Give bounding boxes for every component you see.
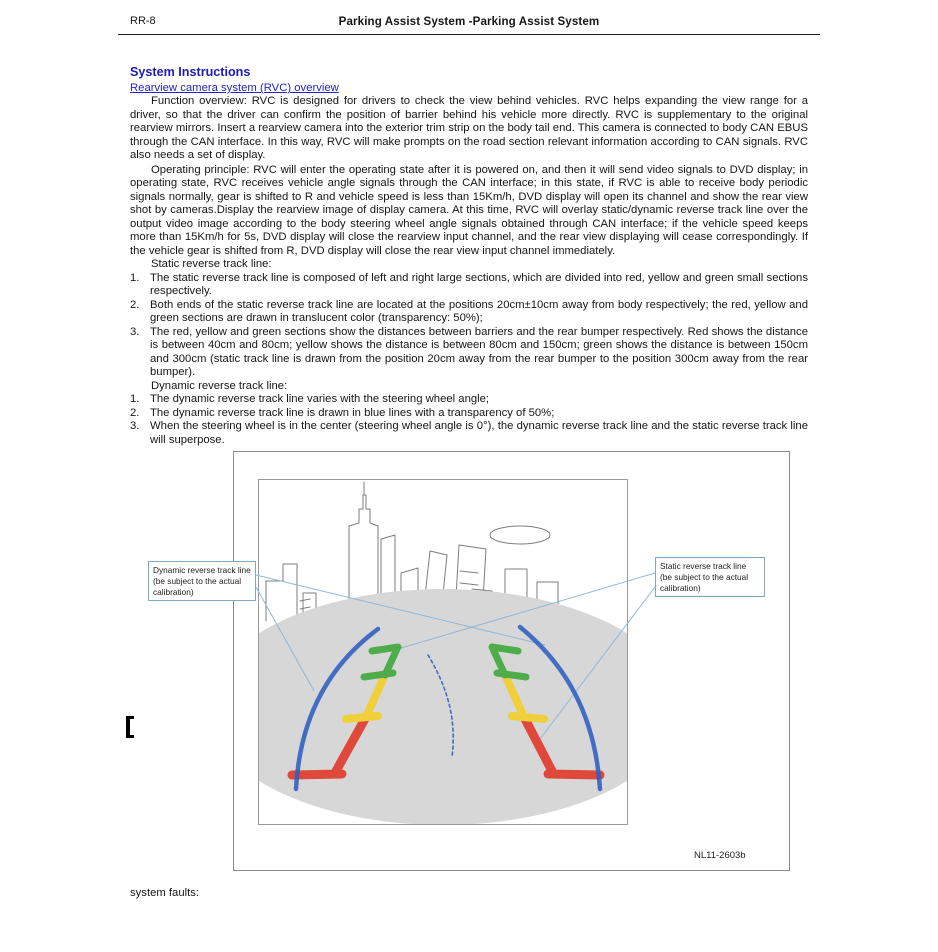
- body-content: [130, 65, 808, 447]
- list-item-text: When the steering wheel is in the center (steering wheel angle is 0°), the dynamic reverse track line and the static reverse track line will superpose.: [150, 420, 808, 446]
- list-item-text: The red, yellow and green sections show the distances between barriers and the rear bumper respectively. Red shows the distance is between 40cm and 80cm; yellow shows the distance is between 80cm and 150cm; green shows the distance is between 150cm and 300cm (static track line is drawn from the position 20cm away from the rear bumper to the position 300cm away from the rear bumper).: [150, 325, 808, 378]
- list-item-number: 2.: [130, 298, 140, 311]
- section-subtitle: Rearview camera system (RVC) overview: [130, 82, 339, 94]
- list-item-number: 2.: [130, 406, 140, 419]
- list-item-text: The dynamic reverse track line is drawn in blue lines with a transparency of 50%;: [150, 406, 555, 419]
- list-item: [130, 407, 808, 421]
- callout-dynamic-track-line: Dynamic reverse track line (be subject to the actual calibration): [148, 561, 256, 601]
- list-item-number: 1.: [130, 271, 140, 284]
- manual-page: [0, 14, 938, 952]
- list-item: [130, 299, 808, 326]
- paragraph-operating-principle: Operating principle: RVC will enter the operating state after it is powered on, and then it will send video signals to DVD display; in operating state, RVC receives vehicle angle signals through the CAN interface; in this state, if RVC is able to receive body periodic signals normally, gear is shifted to R and vehicle speed is less than 15Km/h, DVD display will open its channel and show the rear view shot by cameras.Display the rearview image of display camera. At this time, RVC will overlay static/dynamic reverse track line over the output video image according to the body steering wheel angle signals obtained through CAN interface; if the vehicle speed keeps more than 15Km/h for 5s, DVD display will close the rearview input channel, and the rear view displaying will cease correspondingly. If the vehicle gear is shifted from R, DVD display will close the rear view input channel immediately.: [130, 163, 808, 257]
- list-item-text: Both ends of the static reverse track line are located at the positions 20cm±10cm away from body respectively; the red, yellow and green sections are drawn in translucent color (transparency: 50%);: [150, 298, 808, 324]
- list-item: [130, 420, 808, 447]
- list-item-text: The static reverse track line is composed of left and right large sections, which are divided into red, yellow and green small sections respectively.: [150, 271, 808, 297]
- list-item-number: 1.: [130, 393, 140, 405]
- rvc-figure-art: [0, 451, 938, 877]
- list-item: [130, 272, 808, 299]
- list-item: [130, 326, 808, 380]
- trailing-text: system faults:: [130, 887, 200, 899]
- list-item-number: 3.: [130, 420, 140, 432]
- page-header: [118, 14, 820, 35]
- figure-rvc-diagram: [0, 451, 938, 877]
- list-item-text: The dynamic reverse track line varies with the steering wheel angle;: [150, 393, 490, 405]
- static-track-line-list: [130, 258, 808, 380]
- binding-mark: [126, 716, 134, 738]
- section-title: System Instructions: [130, 65, 251, 79]
- page-number: RR-8: [130, 15, 156, 27]
- static-list-heading: Static reverse track line:: [151, 258, 272, 270]
- dynamic-track-line-list: [130, 380, 808, 448]
- dynamic-list-heading: Dynamic reverse track line:: [151, 379, 288, 392]
- road-surface: [207, 589, 679, 825]
- document-title: Parking Assist System -Parking Assist System: [338, 15, 600, 28]
- list-item-number: 3.: [130, 325, 140, 338]
- callout-static-track-line: Static reverse track line (be subject to the actual calibration): [655, 557, 765, 597]
- list-item: [130, 393, 808, 407]
- paragraph-function-overview: Function overview: RVC is designed for drivers to check the view behind vehicles. RVC helps expanding the view range for a driver, so that the driver can confirm the position of barrier behind his vehicle more directly. RVC is supplementary to the original rearview mirrors. Insert a rearview camera into the exterior trim strip on the body tail end. This camera is connected to body CAN EBUS through the CAN interface. In this way, RVC will make prompts on the road section relevant information according to CAN signals. RVC also needs a set of display.: [130, 95, 808, 161]
- figure-code: NL11-2603b: [694, 850, 746, 861]
